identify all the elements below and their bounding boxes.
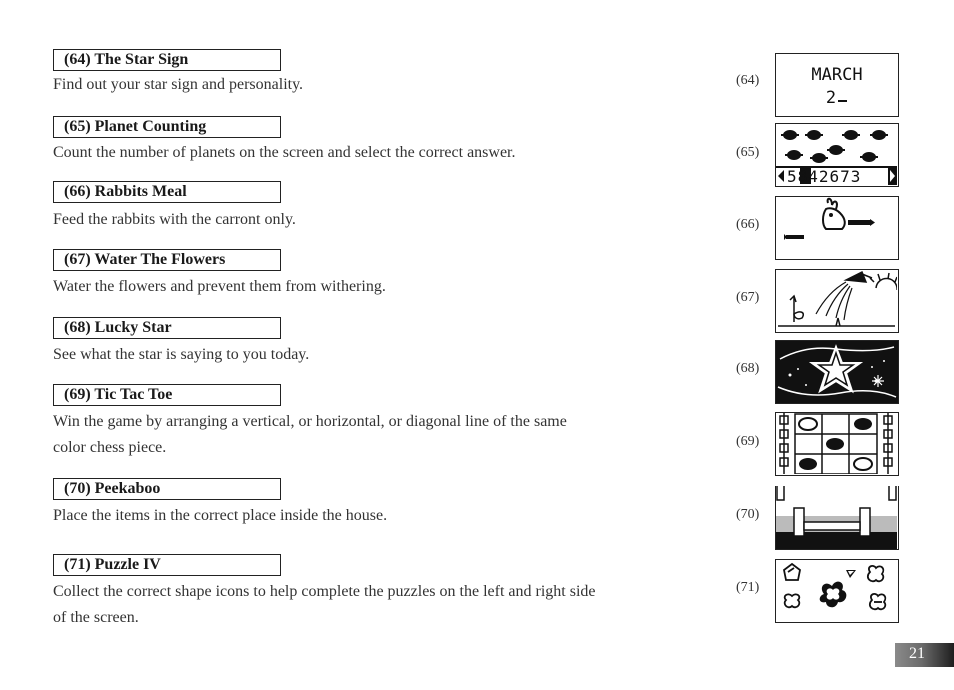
screen-rabbits-meal <box>775 196 899 260</box>
section-title-66: (66) Rabbits Meal <box>53 181 281 203</box>
screen-puzzle <box>775 559 899 623</box>
section-desc-68: See what the star is saying to you today. <box>53 346 310 363</box>
screen-planet-counting <box>775 123 899 187</box>
section-desc-69-line1: Win the game by arranging a vertical, or horizontal, or diagonal line of the same <box>53 413 567 430</box>
page-number: 21 <box>909 645 925 662</box>
section-desc-71-line1: Collect the correct shape icons to help complete the puzzles on the left and right side <box>53 583 596 600</box>
fig-label-71: (71) <box>736 580 760 595</box>
rabbit-icon <box>823 199 845 229</box>
section-desc-65: Count the number of planets on the screen and select the correct answer. <box>53 144 516 161</box>
sprout-icon <box>836 318 840 326</box>
house-walls <box>777 486 896 500</box>
fig-label-67: (67) <box>736 290 760 305</box>
fig-label-68: (68) <box>736 361 760 376</box>
section-title-69: (69) Tic Tac Toe <box>53 384 281 406</box>
planets <box>781 130 888 163</box>
section-desc-70: Place the items in the correct place inside the house. <box>53 507 388 524</box>
fig-label-66: (66) <box>736 217 760 232</box>
lcd-cursor <box>838 100 847 102</box>
watering-can-icon <box>846 272 872 282</box>
section-title-67: (67) Water The Flowers <box>53 249 281 271</box>
fig-label-70: (70) <box>736 507 760 522</box>
carrot-ground-icon <box>784 234 804 240</box>
section-desc-64: Find out your star sign and personality. <box>53 76 304 93</box>
section-desc-67: Water the flowers and prevent them from withering. <box>53 278 386 295</box>
section-title-70: (70) Peekaboo <box>53 478 281 500</box>
screen-star-sign <box>775 53 899 117</box>
section-title-65: (65) Planet Counting <box>53 116 281 138</box>
screen-tic-tac-toe <box>775 412 899 476</box>
carrot-icon <box>848 219 875 226</box>
center-shape-inner <box>827 588 840 599</box>
section-desc-69-line2: color chess piece. <box>53 439 167 456</box>
screen-peekaboo <box>775 486 899 550</box>
sun-icon <box>870 273 897 290</box>
section-desc-66: Feed the rabbits with the carront only. <box>53 211 296 228</box>
section-title-71: (71) Puzzle IV <box>53 554 281 576</box>
section-title-68: (68) Lucky Star <box>53 317 281 339</box>
flower-icon <box>790 296 803 322</box>
screen-lucky-star <box>775 340 899 404</box>
section-title-64: (64) The Star Sign <box>53 49 281 71</box>
right-puzzle-icon <box>868 566 885 609</box>
lcd-day: 2 <box>825 88 837 108</box>
fig-label-65: (65) <box>736 145 760 160</box>
pieces <box>799 418 872 470</box>
left-arrow-icon <box>778 170 784 182</box>
number-choices: 5842673 <box>787 167 862 185</box>
screen-water-flowers <box>775 269 899 333</box>
section-desc-71-line2: of the screen. <box>53 609 139 626</box>
lcd-month: MARCH <box>811 65 863 85</box>
fig-label-64: (64) <box>736 73 760 88</box>
water-spray <box>816 282 852 320</box>
left-puzzle-icon <box>784 564 800 607</box>
fig-label-69: (69) <box>736 434 760 449</box>
